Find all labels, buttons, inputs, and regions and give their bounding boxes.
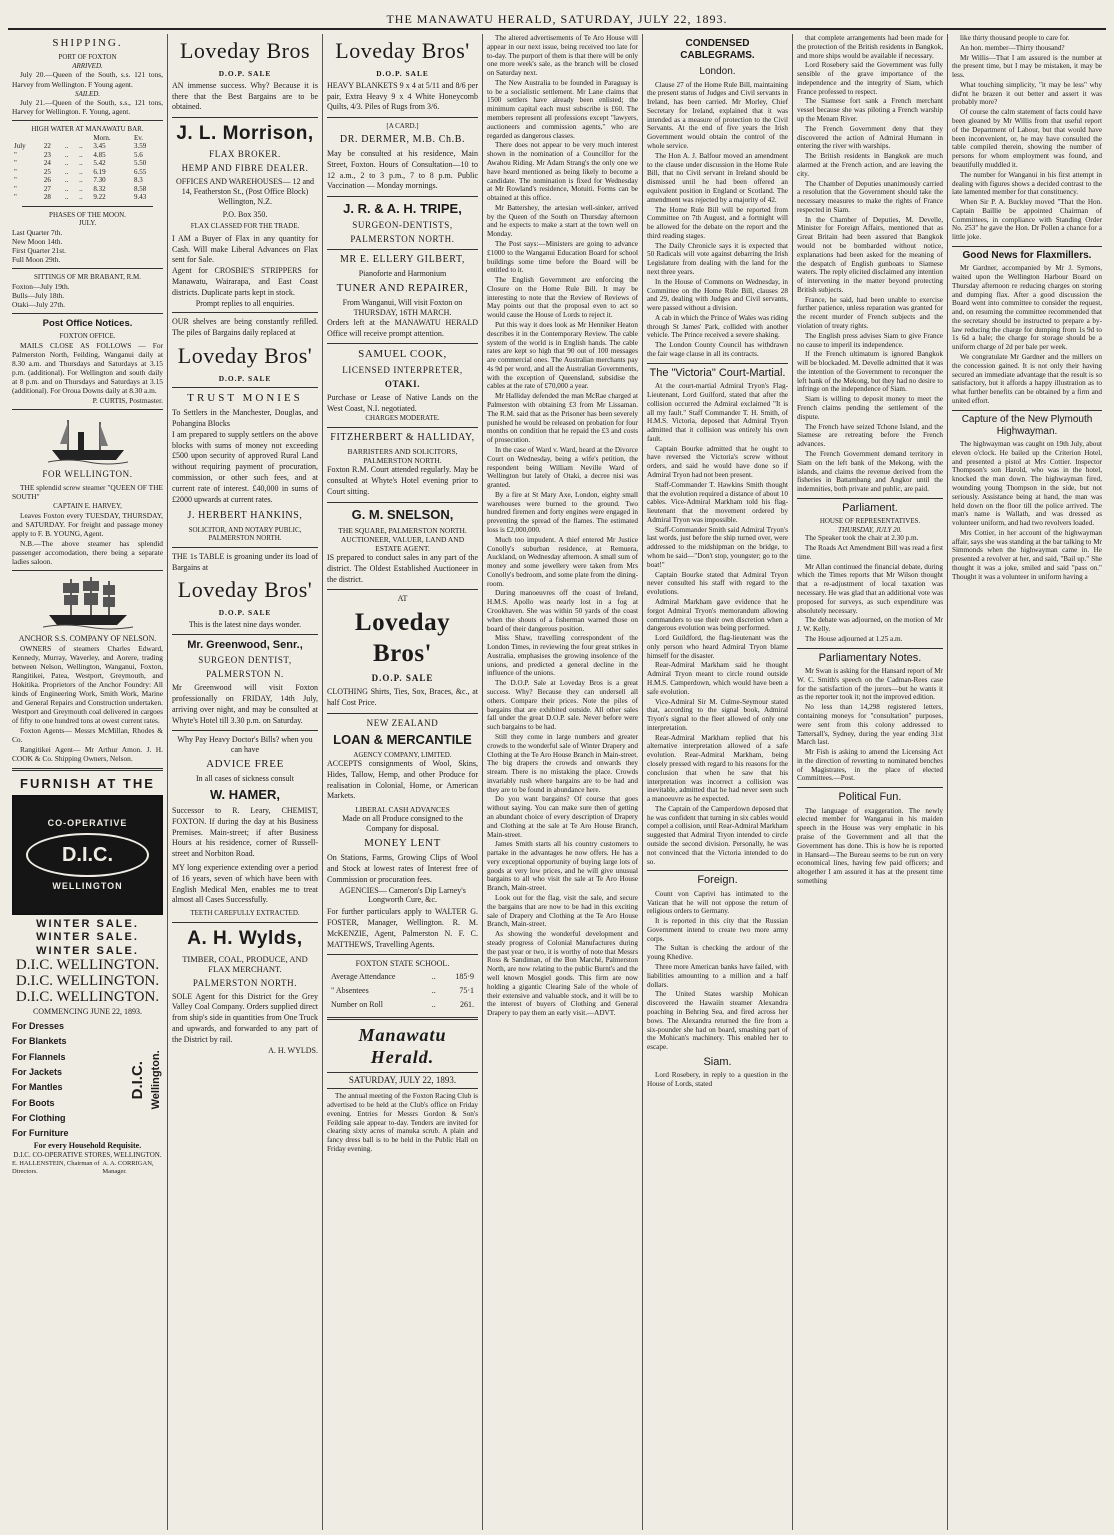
- wylds-sign: A. H. WYLDS.: [268, 1045, 318, 1055]
- moon-phase: First Quarter 21st.: [12, 246, 66, 256]
- siam-paragraph: Lord Rosebery, in reply to a question in the House of Lords, stated: [647, 1071, 788, 1089]
- school-row: Number on Roll .. 261.: [331, 999, 474, 1009]
- arrived-text: July 20.—Queen of the South, s.s. 121 tons, Harvey from Wellington. F Young agent.: [12, 70, 163, 89]
- fitzherbert-heading: FITZHERBERT & HALLIDAY,: [330, 431, 475, 443]
- post-office-text: MAILS CLOSE AS FOLLOWS — For Palmerston North, Feilding, Wanganui daily at 8.30 a.m. and Thursdays and Saturdays at 3.15 p.m. (additional). For Wellington and south daily at 8 p.m. and on Thursdays and Saturdays at 3.15 (additional). For Oroua Downs daily at 8.30 a.m.: [12, 340, 163, 395]
- crosbie-text: Agent for CROSBIE'S STRIPPERS for Manawatu, Wairarapa, and East Coast districts. Duplicate parts kept in stock.: [172, 266, 318, 297]
- divider: [327, 343, 478, 344]
- fun-paragraph: Mr Willis—That I am assured is the number at the present time, but I may be mistaken, it may be less.: [952, 53, 1102, 80]
- for-wellington-heading: FOR WELLINGTON.: [42, 469, 133, 480]
- news-paragraph: There does not appear to be very much interest shown in the nomination of a Councillor for the Awahou Riding. Mr Adam Strang's the only one we have heard mentioned as being likely to become a candidate. The nomination is fixed for Wednesday at Mr Rowland's residence, Motuiti. Forms can be obtained at this office.: [487, 141, 638, 203]
- cable-paragraph: The Daily Chronicle says it is expected that 50 Radicals will vote against debarring the Irish Legislature from dealing with the land for the next three years.: [647, 241, 788, 276]
- tide-row: " 26 .. .. 7.30 8.3: [14, 176, 143, 185]
- divider: [12, 313, 163, 314]
- victoria-paragraph: Vice-Admiral Sir M. Culme-Seymour stated that, according to the signal book, Admiral Tryon's signal to the fleet allowed of only one interpretation.: [647, 697, 788, 732]
- anchor-agents: Foxton Agents— Messrs McMillan, Rhodes & Co.: [12, 725, 163, 744]
- dic-wellington: D.I.C. WELLINGTON.: [15, 972, 160, 989]
- moon-phase: Full Moon 29th.: [12, 255, 61, 265]
- shelves-text: OUR shelves are being constantly refilled. The piles of Bargains daily replaced at: [172, 317, 318, 338]
- school-row: " Absentees .. 75·1: [331, 985, 474, 995]
- table-text: THE 1s TABLE is groaning under its load of Bargains at: [172, 551, 318, 572]
- siam-paragraph: The French Government deny that they discovered the action of Admiral Humann in entering the river with warships.: [797, 124, 943, 151]
- flaxmillers-heading: Good News for Flaxmillers.: [952, 246, 1102, 262]
- for-wellington-text-2: Leaves Foxton every TUESDAY, THURSDAY, and SATURDAY. For freight and passage money apply to F. B. YOUNG, Agent.: [12, 510, 163, 538]
- column-6: [793, 34, 948, 1530]
- for-item: For Blankets: [12, 1036, 67, 1047]
- school-row: Average Attendance .. 185·9: [331, 972, 474, 982]
- capture-heading: Capture of the New Plymouth Highwayman.: [952, 410, 1102, 438]
- news-paragraph: James Smith starts all his country customers to partake in the advantages he now offers. He has a very exceptional opportunity of buying large lots of goods at very low prices, and he will give unusual bargains to all who visit the sale at Te Aro House Branch, Main-street.: [487, 840, 638, 893]
- cable-paragraph: The London County Council has withdrawn the fair wage clause in all its contracts.: [647, 341, 788, 358]
- furnish-heading: FURNISH AT THE: [20, 775, 155, 791]
- news-paragraph: The English Government are enforcing the Closure on the Home Rule Bill. It may be interesting to note that the Review of Reviews of May points out that the proposal even to act so would cause the House of Lords to reject it.: [487, 276, 638, 320]
- commencing: COMMENCING JUNE 22, 1893.: [32, 1007, 143, 1017]
- fitzherbert-text: Foxton R.M. Court attended regularly. May be consulted at Whyte's Hotel evening prior to Court sitting.: [327, 465, 478, 496]
- moon-month: JULY.: [78, 219, 97, 228]
- dic-logo: [12, 795, 163, 915]
- for-item: For Furniture: [12, 1128, 69, 1139]
- winter-sale: WINTER SALE.: [36, 931, 139, 944]
- money-text: On Stations, Farms, Growing Clips of Wool and Stock at lowest rates of Interest free of Commission or procuration fees.: [327, 853, 478, 884]
- loveday-ad-text: AN immense success. Why? Because it is there that the Best Bargains are to be obtained.: [172, 80, 318, 112]
- divider: [12, 570, 163, 571]
- column-7: [948, 34, 1106, 1530]
- tripe-location: PALMERSTON NORTH.: [350, 233, 455, 244]
- sig-right: A. A. CORRIGAN, Manager.: [102, 1159, 154, 1175]
- divider: [327, 117, 478, 118]
- for-item: For Boots: [12, 1097, 55, 1108]
- leader-text-block: [327, 1092, 478, 1153]
- moon-phase: Last Quarter 7th.: [12, 227, 63, 237]
- news-paragraph: Miss Shaw, travelling correspondent of the London Times, in reviewing the four great strikes in Australia, emphasises the growing insolence of the unions, and predicted a general decline in the influence of the unions.: [487, 634, 638, 678]
- long-experience: MY long experience extending over a period of 16 years, seven of which have been with English Medical Men, enables me to treat almost all Cases Successfully.: [172, 862, 318, 905]
- cablegrams-heading: CONDENSED CABLEGRAMS.: [680, 38, 755, 62]
- trust-text: I am prepared to supply settlers on the above blocks with sums of money not exceeding £500 upon security of approved Rural Land without requiring payment of procuration, commission, or other such fees, and at current rate of interest. £40,000 in sums of £2000 upwards at current rates.: [172, 429, 318, 504]
- palmerston-n: PALMERSTON N.: [206, 669, 284, 680]
- divider: [327, 589, 478, 590]
- greenwood-heading: Mr. Greenwood, Senr.,: [187, 638, 303, 651]
- tide-row: " 23 .. .. 4.85 5.6: [14, 150, 143, 159]
- divider: [172, 312, 318, 313]
- masthead: THE MANAWATU HERALD, SATURDAY, JULY 22, 1893.: [8, 8, 1106, 30]
- herald-nameplate: Manawatu Herald.: [358, 1025, 447, 1068]
- po-box: P.O. Box 350.: [222, 209, 268, 219]
- tide-row: " 25 .. .. 6.19 6.55: [14, 167, 147, 176]
- hamer-text: Successor to R. Leary, CHEMIST, FOXTON. If during the day at his Business Premises. Main-street; if after Business Hours at his residence, corner of Russell-street and Norbiton Road.: [172, 805, 318, 859]
- trust-monies-heading: TRUST MONIES: [187, 391, 303, 404]
- loveday-big-heading: Loveday Bros': [354, 609, 451, 667]
- wylds-sub: TIMBER, COAL, PRODUCE, AND FLAX MERCHANT.: [182, 953, 308, 975]
- divider: [327, 502, 478, 503]
- parliamentary-notes-heading: Parliamentary Notes.: [797, 648, 943, 665]
- cook-sub: LICENSED INTERPRETER,: [342, 364, 463, 375]
- dic-logo-bot: WELLINGTON: [52, 880, 123, 891]
- parliament-paragraph: The Roads Act Amendment Bill was read a first time.: [797, 544, 943, 561]
- dic-logo-top: CO-OPERATIVE: [47, 817, 128, 828]
- cable-paragraph: The Hon A. J. Balfour moved an amendment to the clause under discussion in the Home Rule Bill, that no Civil servant in Ireland should be dismissed until he had been offered an equivalent position in England or Scotland. The amendment was rejected by a majority of 42.: [647, 151, 788, 204]
- cable-paragraph: In the House of Commons on Wednesday, in Committee on the Home Rule Bill, clauses 28 and 29, dealing with Judges and Civil servants, were passed without a division.: [647, 277, 788, 313]
- loan-sub: AGENCY COMPANY, LIMITED.: [353, 750, 452, 759]
- notes-paragraph: Mr Swan is asking for the Hansard report of Mr W. C. Smith's speech on the Cadman-Rees case for the satisfaction of the jurors—but he wants it as the reporter took it; not the improved edition.: [797, 667, 943, 702]
- buyer-text: I AM a Buyer of Flax in any quantity for Cash. Will make Liberal Advances on Flax sent for Sale.: [172, 233, 318, 265]
- foreign-paragraph: It is reported in this city that the Russian Government intend to create two more army corps.: [647, 917, 788, 943]
- agencies: AGENCIES— Cameron's Dip Larney's Longworth Cure, &c.: [339, 885, 466, 905]
- for-wellington-text: THE splendid screw steamer "QUEEN OF THE SOUTH": [12, 483, 163, 502]
- fun-paragraph: The language of exaggeration. The newly elected member for Wanganui in his maiden speech in the House was very emphatic in his praise of the Government and all that the Government has done. This is how he is reported in Hansard—The Bureau seems to be run on very economical lines, having few paid officers; and altogether I am assured it has at the present time something: [797, 806, 943, 885]
- divider: [12, 409, 163, 410]
- why-pay: Why Pay Heavy Doctor's Bills? when you can have: [177, 735, 313, 755]
- news-paragraph: The Post says:—Ministers are going to advance £1000 to the Wanganui Education Board for school buildings some time before the Board will be entitled to it.: [487, 239, 638, 275]
- columns: [8, 34, 1106, 1530]
- column-5: [643, 34, 793, 1530]
- news-paragraph: During manoeuvres off the coast of Ireland, H.M.S. Apollo was nearly lost in a fog at Crookhaven. She was within 50 yards of the coast when the shouts of a fisherman warned those on board of their dangerous position.: [487, 589, 638, 633]
- siam-paragraph: The French have seized Tchone Island, and the Siamese are retreating before the French advances.: [797, 422, 943, 449]
- sig-left: E. HALLENSTEIN, Chairman of Directors.: [12, 1159, 100, 1175]
- cable-paragraph: The Home Rule Bill will be reported from Committee on 7th August, and a fortnight will be allowed for the debate on the report and the third reading stages.: [647, 205, 788, 240]
- school-heading: FOXTON STATE SCHOOL.: [355, 959, 450, 969]
- sailing-ship-illustration: [43, 575, 133, 631]
- gilbert-heading: MR E. ELLERY GILBERT,: [339, 253, 466, 265]
- loveday-heading: Loveday Bros: [179, 38, 311, 63]
- hankins-sub: SOLICITOR, AND NOTARY PUBLIC, PALMERSTON NORTH.: [188, 525, 302, 543]
- dic-wellington: D.I.C. WELLINGTON.: [15, 957, 160, 974]
- news-paragraph: The D.O.P. Sale at Loveday Bros is a great success. Why? Because they can undersell all others. Compare their prices. Note the piles of bargains that are exhibited outside. All other sales fall under the great D.O.P. sale. Never before were such bargains to be had.: [487, 679, 638, 732]
- snelson-sub-2: AUCTIONEER, VALUER, LAND AND ESTATE AGENT.: [340, 534, 465, 553]
- tuner-repairer: TUNER AND REPAIRER,: [336, 281, 469, 294]
- loan-heading: LOAN & MERCANTILE: [333, 731, 472, 747]
- cook-heading: SAMUEL COOK,: [358, 348, 447, 361]
- fun-paragraph: What touching simplicity, "it may be less" why did'nt he brazen it out better and assert it was probably more?: [952, 80, 1102, 107]
- tide-row: " 27 .. .. 8.32 8.58: [14, 184, 147, 193]
- notes-paragraph: No less than 14,298 registered letters, containing moneys for "consultation" purposes, were sent from this colony addressed to Tattersall's, Sydney, during the year ending 31st March last.: [797, 703, 943, 747]
- fun-paragraph: The number for Wanganui in his first attempt in dealing with figures shows a decided contrast to the late lamented member for that constituency.: [952, 170, 1102, 197]
- column-4: [483, 34, 643, 1530]
- vertical-wellington: Wellington.: [149, 1050, 162, 1110]
- news-paragraph: Much too impudent. A thief entered Mr Justice Conolly's suburban residence, at Remuera, Auckland, on Wednesday afternoon. A small sum of money and some jewellery were taken from Mrs Conolly's bedroom, and some plate from the dining-room.: [487, 535, 638, 588]
- advice-free: ADVICE FREE: [206, 757, 284, 770]
- victoria-paragraph: Staff-Commander Smith said Admiral Tryon's last words, just before the ship turned over, were addressed to the midshipman on the bridge, to whom he said—"Don't stop, youngster; go to the boat!": [647, 525, 788, 569]
- sitting-item: Foxton—July 19th.: [12, 281, 70, 291]
- card-label: [A CARD.]: [386, 122, 419, 131]
- winter-sale: WINTER SALE.: [36, 944, 139, 957]
- victoria-paragraph: Rear-Admiral Markham replied that his alternative interpretation allowed of a safe evolution. Rear-Admiral Markham, being closely pressed with regard to his reasons for the conclusion that when he saw that his interpretation was incorrect a collision was inevitable, admitted that he had never seen such a manoeuvre as he expected.: [647, 733, 788, 804]
- moon-heading: PHASES OF THE MOON.: [49, 210, 126, 219]
- liberal-advances: LIBERAL CASH ADVANCES: [355, 805, 450, 815]
- cable-paragraph: A cab in which the Prince of Wales was riding through St James' Park, collided with another vehicle. The Prince received a severe shaking.: [647, 313, 788, 340]
- dic-coop: D.I.C. CO-OPERATIVE STORES, WELLINGTON.: [13, 1151, 162, 1160]
- for-item: For Mantles: [12, 1082, 63, 1093]
- foreign-heading: Foreign.: [647, 870, 788, 887]
- news-paragraph: The New Australia to be founded in Paraguay is to be a socialistic settlement. Mr Lane claims that 1500 settlers have already been enlisted; the minimum capital each must subscribe is £60. The members represent all professions except "lawyers, auctioneers and commission agents," who are regarded as dangerous classes.: [487, 78, 638, 140]
- siam-paragraph: Siam is willing to deposit money to meet the French claims pending the settlement of the dispute.: [797, 395, 943, 421]
- divider: [172, 730, 318, 731]
- thursday-label: THURSDAY, JULY 20.: [838, 525, 902, 534]
- siam-paragraph: Lord Rosebery said the Government was fully sensible of the grave importance of the independence and the integrity of Siam, which France professed to respect.: [797, 61, 943, 96]
- captain: CAPTAIN E. HARVEY,: [53, 502, 122, 511]
- capture-paragraph: The highwayman was caught on 19th July, about eleven o'clock. He bailed up the Criterion Hotel, and presented a pistol at Mrs Cottier. Inspector Thompson's son Harold, who was in the hotel, knocked the man down. The highwayman fired, wounding young Thompson in the side, but not seriously. Assistance being at hand, the man was held down on the floor till the police arrived. The man's name is Wallath, and was dressed as volunteer uniform, and had two revolvers loaded.: [952, 440, 1102, 528]
- column-1: [8, 34, 168, 1530]
- anchor-agents-2: Rangitikei Agent— Mr Arthur Amon. J. H. COOK & Co. Shipping Owners, Nelson.: [12, 744, 163, 763]
- divider: [327, 713, 478, 714]
- sailed-text: July 21.—Queen of the South, s.s., 121 tons, Harvey for Wellington. F. Young, agent.: [12, 98, 163, 117]
- leader-text: The annual meeting of the Foxton Racing Club is advertised to be held at the Club's office on Friday evening. Entries for Messrs Gordon & Son's Feilding sale appear to-day. Tenders are invited for clearing sixty acres of manuka scrub. A plain and fancy dress ball is to be held in the Public Hall on Friday evening.: [327, 1092, 478, 1153]
- dop-sale: D.O.P. SALE: [218, 608, 272, 618]
- sailed-label: SAILED.: [74, 89, 101, 98]
- news-paragraph: As showing the wonderful development and steady progress of Colonial Manufactures during the past year or two, it is worthy of note that Messrs Ross & Sandiman, of the Bon Marché, Palmerston North, are now relating to the public Burnt's and the well known Mosgiel goods. This firm are now holding a gigantic Clearing Sale of the whole of their extensive and valuable stock, and it will be to the interest of buyers of Clothing and General Drapery to pay them an early visit.—ADVT.: [487, 930, 638, 1018]
- parliament-heading: Parliament.: [797, 498, 943, 515]
- snelson-sub: THE SQUARE, PALMERSTON NORTH.: [338, 525, 467, 535]
- siam-paragraph: that complete arrangements had been made for the protection of the British residents in Bangkok, and more ships would be available if necessary.: [797, 34, 943, 60]
- dermer-heading: DR. DERMER, M.B. Ch.B.: [339, 133, 466, 145]
- news-paragraph: Still they come in large numbers and greater crowds to the wonderful sale of Winter Drapery and Clothing at the Te Aro House Branch in Main-street. The big drapers the crowds and onwards they stream. There is no mistaking the place. Crowds invariably rush where bargains are to be had and they are to be found in abundance here.: [487, 732, 638, 794]
- school-table: [327, 969, 478, 1012]
- column-3: [323, 34, 483, 1530]
- victoria-paragraph: At the court-martial Admiral Tryon's Flag-Lieutenant, Lord Guilford, stated that after the collision occurred the Admiral exclaimed "It is all my fault." Staff Commander T. H. Smith, of H.M.S. Victoria, deposed that Admiral Tryon admitted that it collision was entirely his own fault.: [647, 382, 788, 443]
- column-2: [168, 34, 323, 1530]
- victoria-paragraph: Staff-Commander T. Hawkins Smith thought that the evolution required a distance of about 10 cables. Vice-Admiral Markham told his flag-lieutenant that the movement ordered by Admiral Tryon was impossible.: [647, 480, 788, 524]
- hemp-dealer: HEMP AND FIBRE DEALER.: [181, 163, 309, 174]
- at-label: AT: [397, 594, 408, 604]
- dop-sale: D.O.P. SALE: [218, 373, 272, 383]
- tide-row: July 22 .. .. 3.45 3.59: [14, 142, 147, 151]
- parliament-paragraph: The Speaker took the chair at 2.30 p.m.: [805, 534, 919, 543]
- liberal-text: Made on all Produce consigned to the Company for disposal.: [342, 814, 463, 834]
- shipping-heading: SHIPPING.: [52, 37, 123, 49]
- hankins-heading: J. HERBERT HANKINS,: [187, 510, 303, 522]
- morrison-offices: OFFICES AND WAREHOUSES— 12 and 14, Featherston St., (Post Office Block) Wellington, N.Z.: [175, 177, 315, 206]
- loveday-heading: Loveday Bros': [177, 577, 313, 603]
- surgeon-dentist: SURGEON DENTIST,: [198, 655, 292, 666]
- divider: [327, 196, 478, 197]
- dic-vertical: [129, 1019, 163, 1141]
- victoria-paragraph: Admiral Markham gave evidence that he forgot Admiral Tryon's memorandum allowing commanders to use their own discretion when a dangerous evolution was being performed.: [647, 597, 788, 633]
- dop-sale: D.O.P. SALE: [376, 68, 429, 78]
- news-paragraph: In the case of Ward v. Ward, heard at the Divorce Court on Wednesday, being a wife's petition, the respondent being William Neville Ward of Wellington but lately of Otaki, a decree nisi was granted.: [487, 445, 638, 490]
- flax-classed: FLAX CLASSED FOR THE TRADE.: [190, 222, 300, 231]
- snelson-text: IS prepared to conduct sales in any part of the district. The Oldest Established Auctioneer in the district.: [327, 553, 478, 584]
- divider: [12, 768, 163, 771]
- otaki: OTAKI.: [384, 378, 421, 389]
- siam-paragraph: If the French ultimatum is ignored Bangkok will be blockaded. M. Develle admitted that it was the intention of the Government to reconquer the left bank of the Mekong, but they had no desire to infringe on the independence of Siam.: [797, 350, 943, 394]
- divider: [327, 954, 478, 955]
- for-wellington-nb: N.B.—The above steamer has splendid passenger accomodation, there being a separate ladies saloon.: [12, 538, 163, 566]
- fun-paragraph: When Sir P. A. Buckley moved "That the Hon. Captain Baillie be appointed Chairman of Committees, in compliance with Standing Order No. 253" he gave the Hon. Dr Pollen a chance for a little joke.: [952, 198, 1102, 242]
- news-paragraph: Do you want bargains? Of course that goes without saying. You can make sure then of getting an abundant choice of every description of Drapery and Clothing at the sale at Te Aro House Branch, Main-street.: [487, 795, 638, 839]
- port-label: PORT OF FOXTON: [58, 53, 117, 62]
- notes-paragraph: Mr Fish is asking to amend the Licensing Act in the direction of reverting to nominated benches of Magistrates, in the place of elected Committees.—Post.: [797, 748, 943, 783]
- fun-paragraph: like thirty thousand people to care for.: [960, 34, 1070, 42]
- siam-heading: Siam.: [703, 1055, 732, 1068]
- siam-paragraph: The British residents in Bangkok are much alarmed at the French action, and are leaving the city.: [797, 152, 943, 178]
- victoria-paragraph: Captain Bourke stated that Admiral Tryon never consulted his staff with regard to the evolutions.: [647, 570, 788, 597]
- clothing-text: CLOTHING Shirts, Ties, Sox, Braces, &c., at half Cost Price.: [327, 687, 478, 707]
- further-particulars: For further particulars apply to WALTER G. FOSTER, Manager, Wellington. R. M. McKENZIE, Agent, Palmerston N. F. C. MATTHEWS, Travelling Agents.: [327, 907, 478, 949]
- news-paragraph: Mr Halliday defended the man McRae charged at Palmerston with obtaining £3 from Mr Lissaman. The R.M. said that as the Prisoner has been severely punished he would be released on probation for four months on condition that he repaid the £3 and costs of prosecution.: [487, 392, 638, 445]
- divider: [172, 117, 318, 118]
- divider: [172, 547, 318, 548]
- news-paragraph: Mr Battershey, the artesian well-sinker, arrived by the Queen of the South on Thursday afternoon and he expects to make a start at the town well on Monday.: [487, 203, 638, 239]
- foreign-paragraph: The United States warship Mohican discovered the Hawaiin steamer Alexandra poaching in Behring Sea, and fired across her bows. The Alexandra returned the fire from a six-pounder she had on board, smashing part of the Mohican's machinery. This enabled her to escape.: [647, 990, 788, 1052]
- london-heading: London.: [699, 66, 736, 78]
- siam-paragraph: France, he said, had been unable to exercise further patience, unless reparation was granted for the recent murder of French subjects and the violation of treaty rights.: [797, 295, 943, 330]
- parliament-paragraph: The debate was adjourned, on the motion of Mr J. W. Kelly.: [797, 616, 943, 634]
- news-paragraph: By a fire at St Mary Axe, London, eighty small warehouses were burned to the ground. Two hundred firemen and forty engines were engaged in preventing the spread of the flames. The estimated loss is £2,000,000.: [487, 490, 638, 534]
- dic-logo-mid: D.I.C.: [26, 833, 149, 877]
- flax-broker: FLAX BROKER.: [209, 149, 281, 160]
- sitting-item: Bulls—July 18th.: [12, 290, 65, 300]
- siam-paragraph: In the Chamber of Deputies, M. Develle, Minister for Foreign Affairs, mentioned that as Great Britain had been assured that Bangkok would not be bombarded without notice, explanations had been asked for the meaning of the despatch of English gunboats to Siamese waters. The reply elicited disclaimed any intention of intervening in the matter beyond protecting British subjects.: [797, 215, 943, 294]
- news-paragraph: Look out for the flag, visit the sale, and secure the bargains that are now to be had in this exciting sale of Drapery and Clothing at the Te Aro House Branch, Main-street.: [487, 894, 638, 929]
- tide-col-ev: Ev.: [133, 133, 144, 142]
- tide-table: [12, 134, 163, 202]
- tide-heading: HIGH WATER AT MANAWATU BAR.: [31, 125, 144, 134]
- household: For every Household Requisite.: [33, 1141, 142, 1151]
- cook-text: Purchase or Lease of Native Lands on the West Coast, N.I. negotiated.: [327, 392, 478, 413]
- vertical-dic: D.I.C.: [129, 1061, 147, 1100]
- trust-sub: To Settlers in the Manchester, Douglas, and Pohangina Blocks: [172, 408, 318, 429]
- arrived-label: ARRIVED.: [72, 61, 103, 70]
- tide-col-morn: Morn.: [93, 133, 111, 142]
- loveday-heading: Loveday Bros': [177, 343, 313, 369]
- foreign-paragraph: The Sultan is checking the ardour of the young Khedive.: [647, 944, 788, 962]
- divider: [172, 634, 318, 635]
- cable-paragraph: Clause 27 of the Home Rule Bill, maintaining the present status of Judges and Civil servants in Ireland, has been carried. Mr Morley, Chief Secretary for Ireland, explained that it was intended as a measure of protection to the Civil Servants. At the end of five years the Irish Government would obtain the control of the whole service.: [647, 80, 788, 151]
- sittings-heading: SITTINGS OF MR BRABANT, R.M.: [33, 273, 142, 282]
- tripe-heading: J. R. & A. H. TRIPE,: [343, 201, 462, 217]
- victoria-paragraph: Captain Bourke admitted that he ought to have reversed the Victoria's screw without orders, and said he would have done so if Admiral Tryon had not been present.: [647, 444, 788, 479]
- for-item: For Flannels: [12, 1051, 66, 1062]
- post-office-sub: FOXTON OFFICE.: [59, 332, 116, 341]
- divider: [172, 922, 318, 923]
- palmerston-north: PALMERSTON NORTH.: [192, 977, 298, 988]
- divider: [327, 249, 478, 250]
- wylds-heading: A. H. Wylds,: [187, 927, 303, 949]
- siam-paragraph: The English press advises Siam to give France no cause to imperil its independence.: [797, 331, 943, 349]
- steamer-illustration: [48, 414, 128, 466]
- money-lent: MONEY LENT: [364, 836, 441, 849]
- divider: [327, 1017, 478, 1020]
- for-item: For Jackets: [12, 1066, 63, 1077]
- sole-agent: SOLE Agent for this District for the Grey Valley Coal Company. Orders supplied direct from ship's side in quantities from One Truck and upwards, and forwarded to any part of the District by rail.: [172, 991, 318, 1044]
- dic-signatures: [12, 1160, 163, 1176]
- house-label: HOUSE OF REPRESENTATIVES.: [819, 517, 921, 526]
- capture-paragraph: Mrs Cottier, in her account of the highwayman affair, says she was standing at the bar talking to Mr Simmonds when the highwayman came in. He presented a revolver at her, and said, "Bail up." She thought it was a joke, smiled and said "pass on." Thought it was a volunteer in uniform having a: [952, 528, 1102, 581]
- victoria-heading: The "Victoria" Court-Martial.: [647, 363, 788, 380]
- flax-paragraph: We congratulate Mr Gardner and the millers on the concession gained. It is not only their having secured an immediate advantage that the result is so satisfactory, but it affords a happy illustration as to what further benefits can be obtained by a firm and united effort.: [952, 352, 1102, 405]
- blankets-text: HEAVY BLANKETS 9 x 4 at 5/11 and 8/6 per pair, Extra Heavy 9 x 4 White Honeycomb Quilts, 4/3. Piles of Rugs from 3/6.: [327, 80, 478, 112]
- sitting-item: Otaki—July 27th.: [12, 299, 65, 309]
- gilbert-text: From Wanganui, Will visit Foxton on THURSDAY, 16TH MARCH.: [342, 298, 463, 318]
- political-fun-heading: Political Fun.: [797, 787, 943, 804]
- loveday-heading: Loveday Bros': [335, 38, 470, 63]
- post-office-heading: Post Office Notices.: [42, 317, 133, 329]
- dic-wellington: D.I.C. WELLINGTON.: [15, 988, 160, 1005]
- news-paragraph: The altered advertisements of Te Aro House will appear in our next issue, being received too late for to-day. The purport of them is that there will be only one more week's sale, as the branch will be closed on Saturday next.: [487, 34, 638, 78]
- siam-paragraph: The Siamese fort sank a French merchant vessel because she was piloting a French warship up the Menam River.: [797, 97, 943, 124]
- issue-date: SATURDAY, JULY 22, 1893.: [327, 1072, 478, 1089]
- gilbert-sub: Pianoforte and Harmonium: [358, 269, 447, 279]
- news-paragraph: Put this way it does look as Mr Henniker Heaton describes it in the Contemporary Review. The cable system of the world is in English hands. The cable rates are kept so high that 90 out of 100 messages are commercial ones. The Australian merchants pay 4s 9d per word, and all the Australian Governments, with the exception of Queensland, subsidise the cables at the rate of £70,000 a year.: [487, 321, 638, 391]
- divider: [22, 206, 153, 207]
- divider: [172, 387, 318, 388]
- dop-sale: D.O.P. SALE: [371, 673, 434, 684]
- loan-text: ACCEPTS consignments of Wool, Skins, Hides, Tallow, Hemp, and other Produce for realisation in Colonial, Home, or American Markets.: [327, 759, 478, 801]
- post-office-sign: P. CURTIS, Postmaster.: [92, 396, 163, 406]
- parliament-paragraph: The House adjourned at 1.25 a.m.: [805, 634, 903, 643]
- prompt-replies: Prompt replies to all enquiries.: [195, 298, 295, 308]
- greenwood-text: Mr Greenwood will visit Foxton professionally on FRIDAY, 14th July, arriving over night, and may be consulted at Whyte's Hotel till 3.30 p.m. on Saturday.: [172, 683, 318, 725]
- for-list: [12, 1019, 163, 1141]
- dop-sale: D.O.P. SALE: [218, 68, 272, 78]
- flax-paragraph: Mr Gardner, accompanied by Mr J. Symons, waited upon the Wellington Harbour Board on Thursday afternoon re reducing charges on storing and dumping flax. After a good discussion the Board went into committee to consider the request, and, on resuming the committee recommended that the secretary should be instructed to prepare a by-law reducing the charge for dumping from 1s 9d to 1s 6d a bale; the charge for storage should be a uniform charge of 2d per bale per week.: [952, 264, 1102, 352]
- divider: [327, 427, 478, 428]
- winter-sale: WINTER SALE.: [36, 917, 139, 930]
- for-item: For Clothing: [12, 1112, 66, 1123]
- dermer-text: May be consulted at his residence, Main Street, Foxton. Hours of Consultation—10 to 12 a.m., 2 to 3 p.m., 7 to 8 p.m. Public Vaccination — Monday mornings.: [327, 148, 478, 191]
- teeth-extracted: TEETH CAREFULLY EXTRACTED.: [190, 909, 300, 918]
- fitzherbert-sub: BARRISTERS AND SOLICITORS, PALMERSTON NORTH.: [347, 447, 458, 466]
- snelson-heading: G. M. SNELSON,: [351, 506, 454, 522]
- for-item: For Dresses: [12, 1021, 65, 1032]
- sickness-consult: In all cases of sickness consult: [196, 774, 294, 784]
- anchor-text: OWNERS of steamers Charles Edward, Kennedy, Murray, Waverley, and Aorere, trading between Nelson, Wellington, Wanganui, Foxton, Rangitikei, Patea, Westport, Greymouth, and Hokitika. Proprietors of the Anchor Foundry: All kinds of Engineering Work, Smith Work, Marine and General Repairs and Construction undertaken. Westport and Greymouth coal delivered in cargoes of fifty to one hundred tons at owest current rates.: [12, 643, 163, 725]
- fun-paragraph: An hon. member—Thirty thousand?: [960, 43, 1065, 52]
- fun-paragraph: Of course the calm statement of facts could have been gleaned by Mr Willis from that useful report of the Department of Labour, but that would have been inconvenient, or, he may have consulted the table compiled therein, showing the number of persons for whom employment was found, and beautifully muddled it.: [952, 108, 1102, 169]
- victoria-paragraph: The Captain of the Camperdown deposed that he was confident that turning in six cables would compel a collision, until Rear-Admiral Markham suggested that Admiral Tryon intended to circle outside the second division. Personally, he was not convinced that the Victoria intended to do so.: [647, 804, 788, 866]
- moon-phase: New Moon 14th.: [12, 237, 63, 246]
- divider: [12, 268, 163, 269]
- foreign-paragraph: Three more American banks have failed, with liabilities amounting to a million and a half dollars.: [647, 963, 788, 989]
- divider: [12, 120, 163, 121]
- foreign-paragraph: Count von Caprivi has intimated to the Vatican that he will not oppose the return of religious orders to Germany.: [647, 889, 788, 916]
- tripe-sub: SURGEON-DENTISTS,: [352, 220, 453, 231]
- latest-wonder: This is the latest nine days wonder.: [188, 620, 302, 630]
- victoria-paragraph: Rear-Admiral Markham said he thought Admiral Tryon meant to circle round outside H.M.S. Camperdown, which would have been a safe evolution.: [647, 661, 788, 696]
- hamer-heading: W. HAMER,: [209, 787, 281, 803]
- victoria-paragraph: Lord Guildford, the flag-lieutenant was the only person who heard Admiral Tryon blame himself for the disaster.: [647, 634, 788, 660]
- morrison-heading: J. L. Morrison,: [176, 123, 314, 145]
- tide-row: " 28 .. .. 9.22 9.43: [14, 193, 147, 202]
- parliament-paragraph: Mr Allan continued the financial debate, during which the Times reports that Mr Wilson thought that a re-adjustment of local taxation was necessary. He was glad that an additional vote was proposed for surveys, as such expenditure was absolutely necessary.: [797, 562, 943, 615]
- nz-label: NEW ZEALAND: [366, 717, 439, 728]
- charges-moderate: CHARGES MODERATE.: [365, 414, 440, 423]
- tide-row: " 24 .. .. 5.42 5.50: [14, 159, 147, 168]
- siam-paragraph: The French Government demand territory in Siam on the left bank of the Mekong, with the islands, and claims the revenue derived from the fisheries in Battambang and Angkor until the indemnities, both private and public, are paid.: [797, 449, 943, 494]
- gilbert-text-2: Orders left at the MANAWATU HERALD Office will receive prompt attention.: [327, 317, 478, 338]
- anchor-heading: ANCHOR S.S. COMPANY OF NELSON.: [18, 633, 157, 643]
- siam-paragraph: The Chamber of Deputies unanimously carried a resolution that the Government should take the necessary measures to make the rights of France respected in Siam.: [797, 179, 943, 214]
